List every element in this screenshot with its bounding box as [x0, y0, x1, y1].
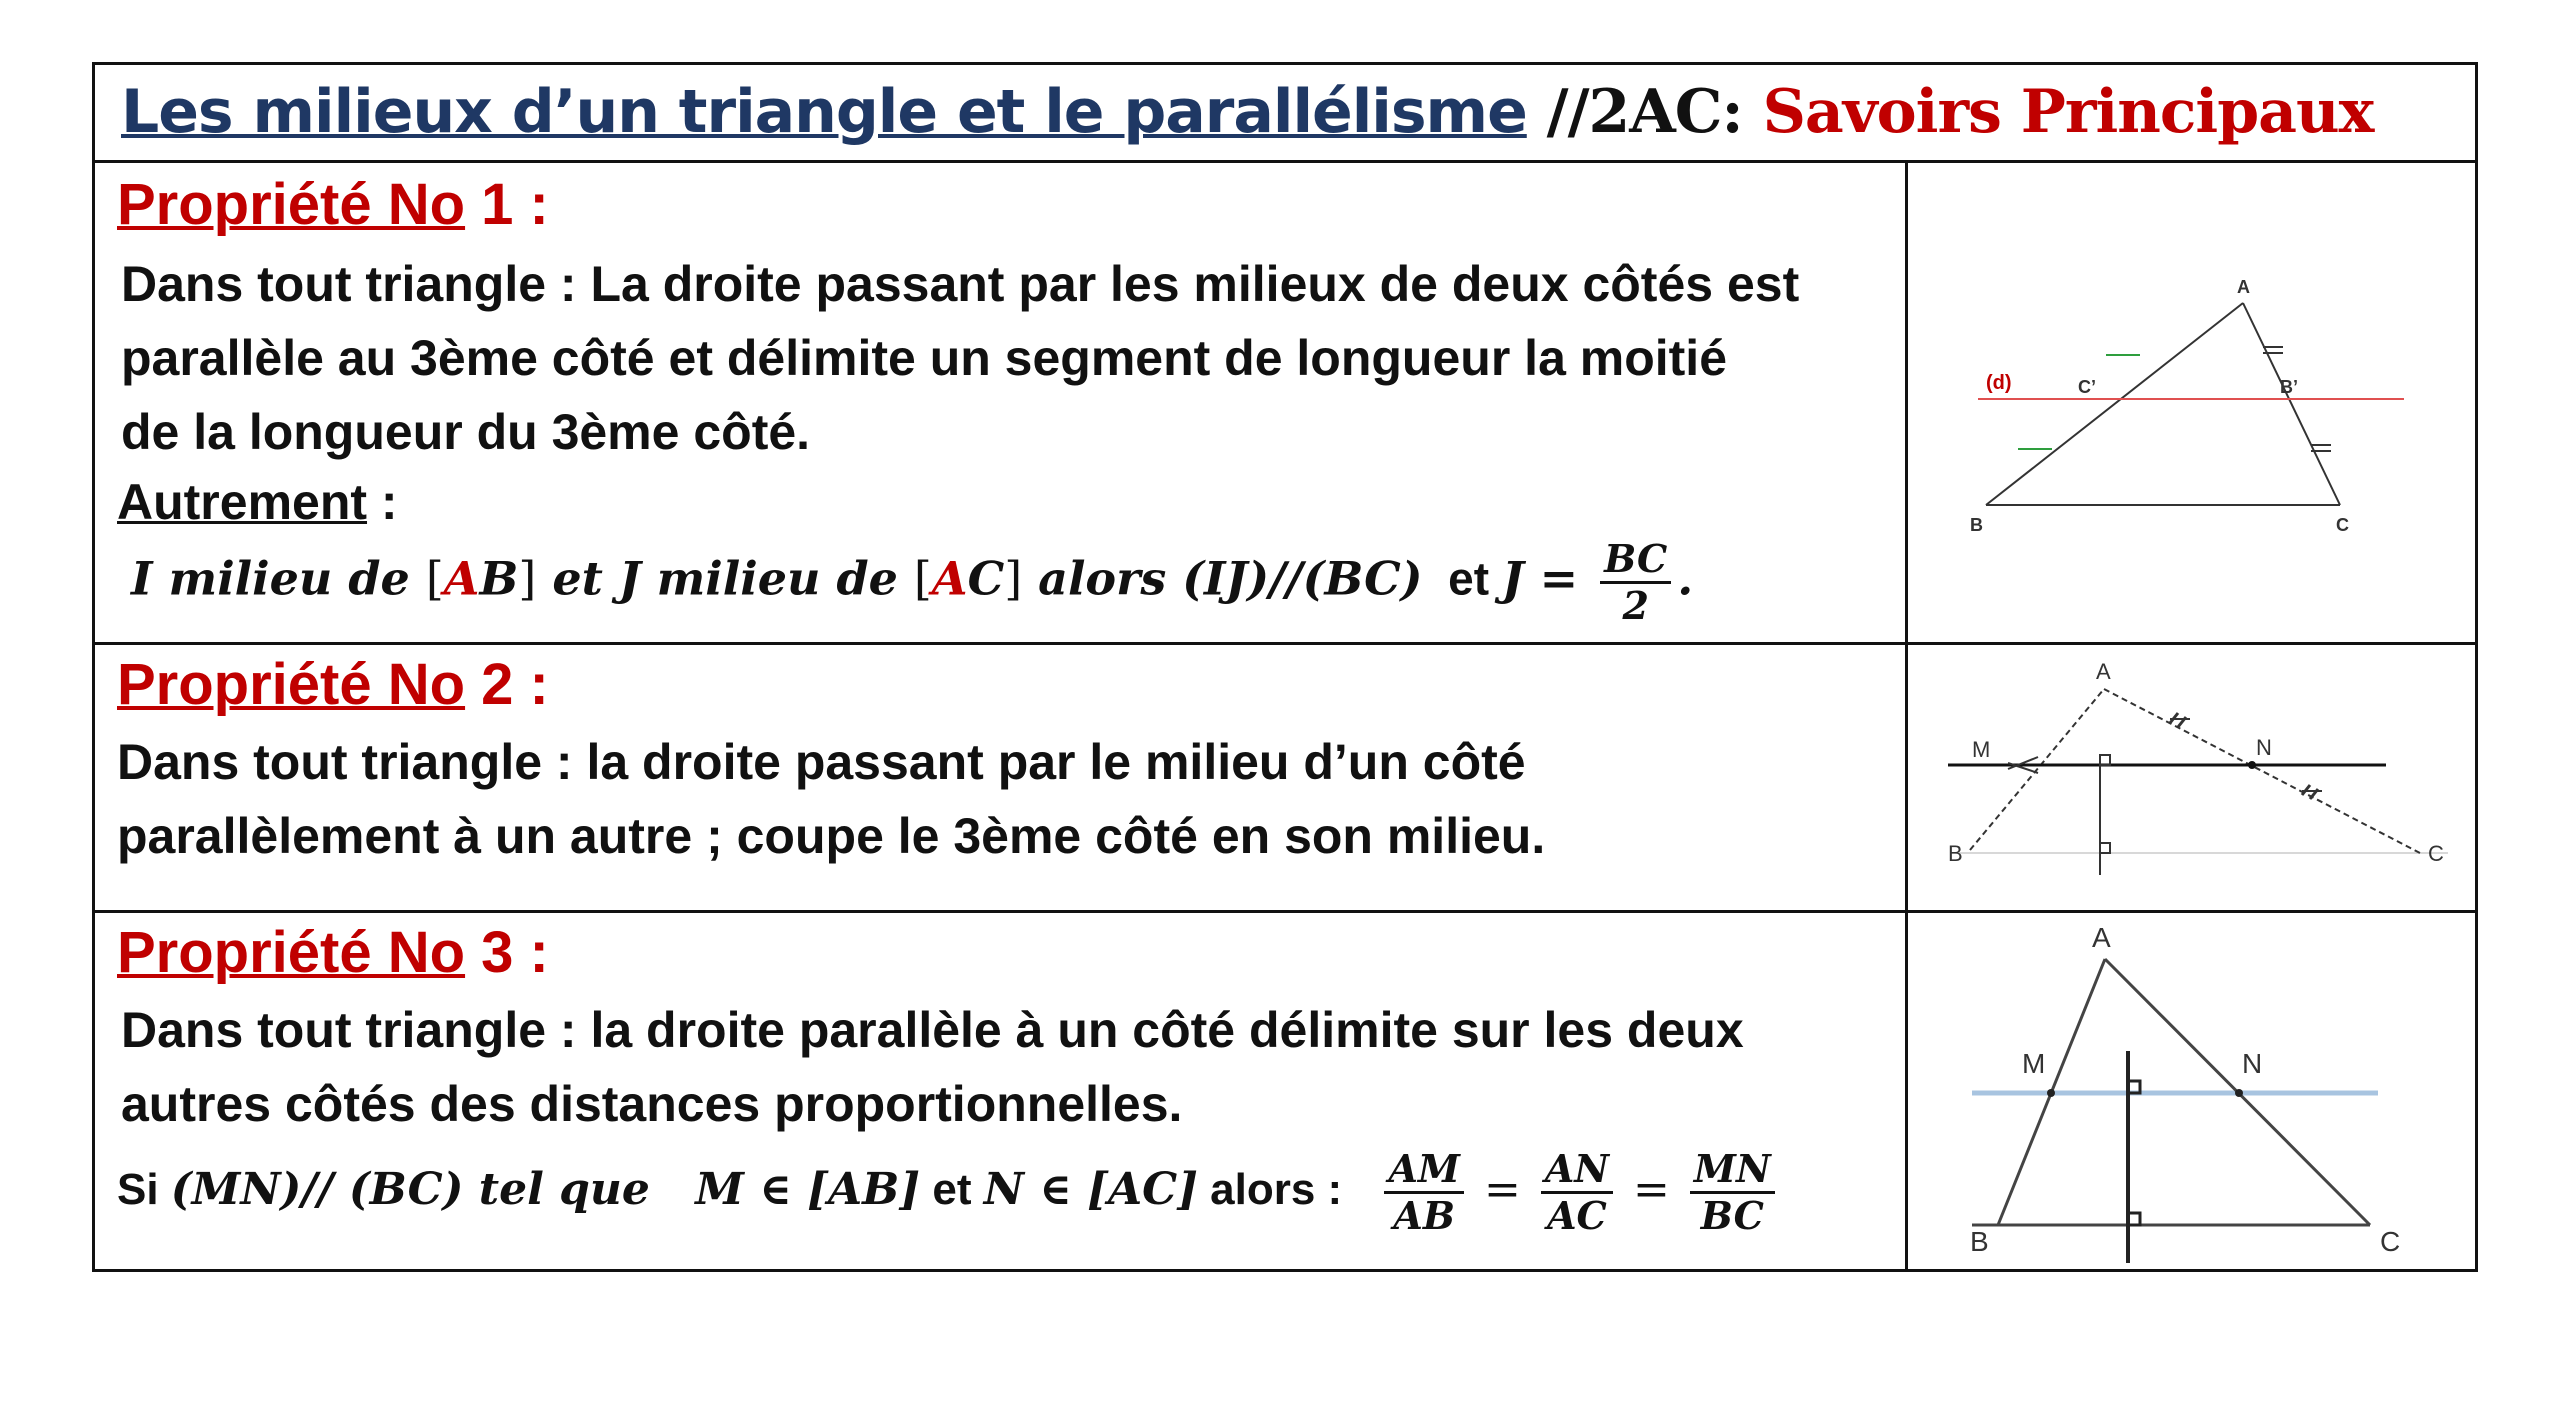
label-d: (d) [1986, 372, 2012, 394]
property-2-figure [1908, 645, 2478, 910]
fraction-denominator: BC [1700, 1193, 1764, 1238]
statement-line: Dans tout triangle : La droite passant par les milieux de deux côtés est [121, 256, 1800, 312]
property-3-title [117, 919, 549, 986]
autrement-label [117, 473, 398, 531]
title-row [95, 65, 2475, 163]
formula-point: A [931, 551, 968, 606]
label-a: A [2237, 277, 2250, 297]
property-1-figure [1908, 163, 2478, 642]
property-1-title [117, 171, 549, 238]
formula-part: alors [1022, 551, 1183, 606]
formula-si: Si [117, 1165, 171, 1214]
statement-line: Dans tout triangle : la droite parallèle à un côté délimite sur les deux [121, 1002, 1744, 1058]
formula-et: et [1422, 552, 1502, 605]
fraction-numerator: MN [1690, 1147, 1775, 1194]
property-3-figure [1908, 913, 2478, 1269]
property-1-formula [131, 537, 1693, 628]
title-level: //2AC: [1526, 77, 1763, 147]
side-ac [2104, 689, 2420, 853]
label-b: B [1948, 841, 1963, 866]
label-n: N [2242, 1048, 2263, 1079]
midpoint-triangle-diagram [1908, 163, 2478, 643]
fraction-numerator: AM [1384, 1147, 1464, 1194]
formula-equals: = [1619, 1164, 1684, 1215]
property-2-row [95, 645, 2475, 913]
formula-bracket: [ [913, 551, 932, 606]
statement-line: de la longueur du 3ème côté. [121, 404, 811, 460]
label-n: N [2256, 735, 2272, 760]
property-1-row [95, 163, 2475, 645]
label-c: C [2428, 841, 2444, 866]
label-b: B [1970, 1226, 1989, 1257]
formula-bracket: ] [1004, 551, 1023, 606]
autrement-colon: : [367, 474, 398, 530]
formula-part: tel que [463, 1164, 666, 1215]
formula-fraction [1384, 1147, 1464, 1238]
title-subtitle: Savoirs Principaux [1762, 77, 2374, 147]
point-n [2235, 1089, 2243, 1097]
side-ab [1986, 303, 2243, 505]
property-3-row [95, 913, 2475, 1269]
side-ab [1970, 689, 2104, 850]
label-c: C [2336, 515, 2349, 535]
right-angle-mark [2100, 843, 2110, 853]
thales-triangle-diagram [1908, 913, 2478, 1267]
property-3-statement [121, 993, 1744, 1141]
label-m: M [2022, 1048, 2046, 1079]
formula-fraction [1600, 537, 1671, 628]
formula-bracket: ] [518, 551, 537, 606]
label-b-prime: B’ [2280, 377, 2298, 397]
property-2-title [117, 651, 549, 718]
formula-part: J = [1501, 551, 1595, 606]
properties-sheet [92, 62, 2478, 1272]
formula-end: . [1677, 551, 1694, 606]
label-a: A [2092, 922, 2111, 953]
formula-part: I milieu de [131, 551, 426, 606]
side-ac [2243, 303, 2340, 505]
title-main: Les milieux d’un triangle et le parallélisme [121, 77, 1527, 147]
statement-line: parallèle au 3ème côté et délimite un segment de longueur la moitié [121, 330, 1728, 386]
formula-alors: alors : [1197, 1165, 1355, 1214]
formula-part: (MN)// (BC) [170, 1164, 464, 1215]
page-title [121, 77, 2373, 147]
statement-line: parallèlement à un autre ; coupe le 3ème côté en son milieu. [117, 808, 1546, 864]
point-m [2047, 1089, 2055, 1097]
statement-line: Dans tout triangle : la droite passant par le milieu d’un côté [117, 734, 1526, 790]
formula-equals: = [1469, 1164, 1535, 1215]
formula-point: C [967, 551, 1005, 606]
property-1-text [95, 163, 1903, 642]
formula-fraction [1690, 1147, 1775, 1238]
fraction-denominator: AB [1393, 1193, 1456, 1238]
formula-point: B [479, 551, 519, 606]
label-c-prime: C’ [2078, 377, 2096, 397]
fraction-numerator: AN [1541, 1147, 1613, 1194]
property-2-text [95, 645, 1903, 910]
point-n [2248, 761, 2256, 769]
autrement-word: Autrement [117, 474, 368, 530]
fraction-numerator: BC [1600, 537, 1671, 584]
formula-part: M ∈ [AB] [695, 1164, 921, 1215]
formula-part: (IJ)//(BC) [1182, 551, 1423, 606]
label-a: A [2096, 659, 2111, 684]
property-1-title-number: 1 : [465, 172, 549, 237]
property-3-formula [117, 1147, 1781, 1238]
label-b: B [1970, 515, 1983, 535]
formula-point: A [443, 551, 480, 606]
formula-et: et [920, 1165, 984, 1214]
midline-triangle-diagram [1908, 645, 2478, 911]
formula-part: et J milieu de [536, 551, 914, 606]
statement-line: autres côtés des distances proportionnelles. [121, 1076, 1183, 1132]
property-3-title-label: Propriété No [117, 920, 466, 985]
property-1-title-label: Propriété No [117, 172, 466, 237]
property-2-title-label: Propriété No [117, 652, 466, 717]
label-m: M [1972, 737, 1991, 762]
fraction-denominator: AC [1547, 1193, 1607, 1238]
formula-part: N ∈ [AC] [983, 1164, 1198, 1215]
fraction-denominator: 2 [1622, 583, 1649, 628]
property-3-text [95, 913, 1903, 1269]
formula-bracket: [ [425, 551, 444, 606]
property-2-title-number: 2 : [465, 652, 549, 717]
property-3-title-number: 3 : [465, 920, 549, 985]
property-1-statement [121, 247, 1799, 469]
label-c: C [2380, 1226, 2401, 1257]
formula-fraction [1541, 1147, 1613, 1238]
property-2-statement [117, 725, 1545, 873]
